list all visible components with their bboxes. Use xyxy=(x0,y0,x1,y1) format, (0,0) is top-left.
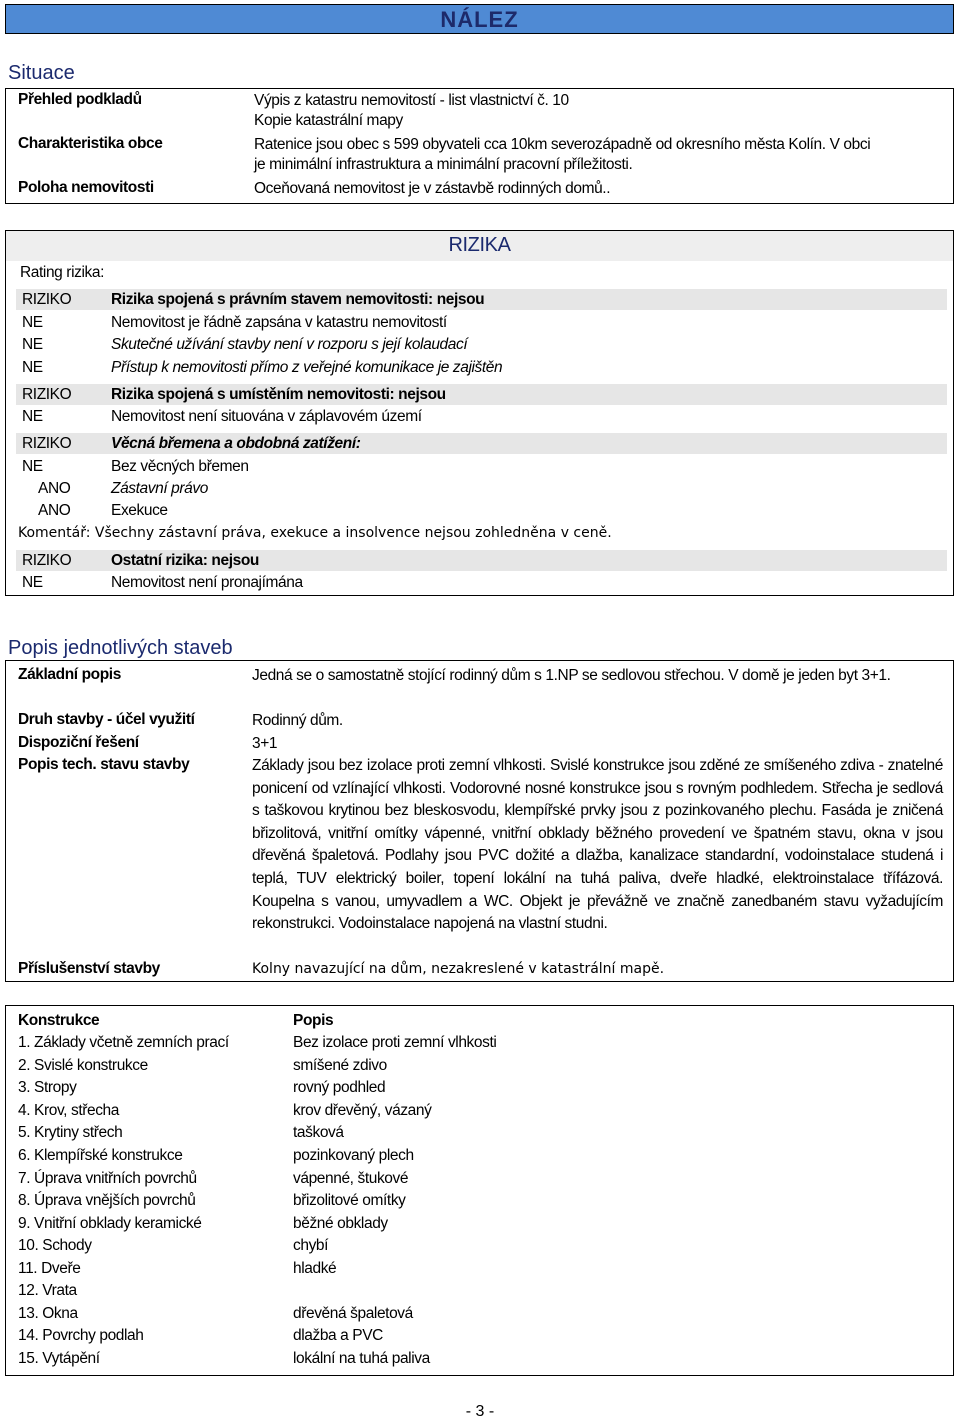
page-number: - 3 - xyxy=(465,1403,495,1420)
konstrukce-desc: chybí xyxy=(293,1237,329,1254)
popis-label: Příslušenství stavby xyxy=(18,960,160,977)
risk-code: RIZIKO xyxy=(22,435,72,452)
risk-line xyxy=(16,500,947,521)
risk-text: Ostatní rizika: nejsou xyxy=(111,552,259,569)
risk-line xyxy=(16,572,947,593)
popis-box xyxy=(5,660,954,982)
risk-line xyxy=(16,357,947,378)
konstrukce-name: 1. Základy včetně zemních prací xyxy=(18,1034,229,1051)
risk-text: Exekuce xyxy=(111,502,168,519)
rizika-title-band xyxy=(6,231,953,261)
konstrukce-desc: krov dřevěný, vázaný xyxy=(293,1102,432,1119)
konstrukce-desc: pozinkovaný plech xyxy=(293,1147,414,1164)
rating-label xyxy=(16,262,947,283)
situace-row xyxy=(18,179,945,201)
situace-line: Ratenice jsou obec s 599 obyvateli cca 10km severozápadně od okresního města Kolín. V obci xyxy=(254,136,871,153)
risk-line xyxy=(16,334,947,355)
risk-text: Skutečné užívání stavby není v rozporu s její kolaudací xyxy=(111,336,468,353)
popis-value: Jedná se o samostatně stojící rodinný dům s 1.NP se sedlovou střechou. V domě je jeden byt 3+1. xyxy=(252,667,891,684)
risk-code: NE xyxy=(22,574,43,591)
popis-label: Základní popis xyxy=(18,666,121,683)
risk-text: Rizika spojená s umístěním nemovitosti: nejsou xyxy=(111,386,446,403)
konstrukce-desc: rovný podhled xyxy=(293,1079,386,1096)
situace-title: Situace xyxy=(8,62,75,84)
risk-code: RIZIKO xyxy=(22,291,72,308)
konstrukce-name: 11. Dveře xyxy=(18,1260,81,1277)
popis-value: 3+1 xyxy=(252,735,278,752)
konstrukce-name: 10. Schody xyxy=(18,1237,92,1254)
risk-line xyxy=(16,312,947,333)
konstrukce-name: 3. Stropy xyxy=(18,1079,77,1096)
popis-label: Popis tech. stavu stavby xyxy=(18,756,190,773)
konstrukce-desc: lokální na tuhá paliva xyxy=(293,1350,430,1367)
risk-line xyxy=(16,406,947,427)
situace-box xyxy=(5,88,954,204)
popis-value: Kolny navazující na dům, nezakreslené v katastrální mapě. xyxy=(252,961,665,977)
risk-text: Přístup k nemovitosti přímo z veřejné komunikace je zajištěn xyxy=(111,359,503,376)
konstrukce-header: Konstrukce xyxy=(18,1012,100,1029)
konstrukce-desc: tašková xyxy=(293,1124,344,1141)
konstrukce-desc: hladké xyxy=(293,1260,337,1277)
konstrukce-name: 14. Povrchy podlah xyxy=(18,1327,144,1344)
konstrukce-name: 6. Klempířské konstrukce xyxy=(18,1147,183,1164)
header-bar xyxy=(5,4,954,34)
risk-text: Nemovitost není situována v záplavovém území xyxy=(111,408,422,425)
risk-text: Nemovitost je řádně zapsána v katastru nemovitostí xyxy=(111,314,447,331)
konstrukce-name: 2. Svislé konstrukce xyxy=(18,1057,148,1074)
risk-line xyxy=(16,384,947,405)
konstrukce-desc: vápenné, štukové xyxy=(293,1170,409,1187)
situace-value xyxy=(254,91,945,131)
konstrukce-desc: smíšené zdivo xyxy=(293,1057,387,1074)
risk-code: RIZIKO xyxy=(22,552,72,569)
risk-code: NE xyxy=(22,408,43,425)
risk-comment-line xyxy=(16,523,947,544)
situace-row xyxy=(18,91,945,135)
situace-value xyxy=(254,179,945,199)
risk-text: Bez věcných břemen xyxy=(111,458,249,475)
risk-line xyxy=(16,433,947,454)
risk-text: Rizika spojená s právním stavem nemovitosti: nejsou xyxy=(111,291,485,308)
situace-value xyxy=(254,135,945,175)
page-title: NÁLEZ xyxy=(440,7,519,32)
situace-label: Přehled podkladů xyxy=(18,91,142,108)
situace-line: Oceňovaná nemovitost je v zástavbě rodinných domů.. xyxy=(254,180,611,197)
risk-code: ANO xyxy=(38,480,71,497)
popis-value: Základy jsou bez izolace proti zemní vlhkosti. Svislé konstrukce jsou zděné ze smíšeného zdiva - znatelné ponicení od vzlínající vlhkosti. Vodorovné nosné konstrukce jsou s rovným podhledem. Střecha je sedlová s taškovou krytinou bez bleskosvodu, klempířské prvky jsou z pozinkovaného plechu. Fasáda je zničená břizolitová, vnitřní omítky vápenné, vnitřní obklady běžného provedení ve špatném stavu, okna v jsou dřevěná špaletová. Podlahy jsou PVC dožité a dlažba, kanalizace standardní, vodoinstalace studená i teplá, TUV elektrický boiler, topení lokální na tuhá paliva, dveře hladké, elektroinstalace třífázová. Koupelna s vanou, umyvadlem a WC. Objekt je převážně ve značně zanedbaném stavu vyžadujícím rekonstrukci. Vodoinstalace napojená na vlastní studni. xyxy=(252,757,943,933)
konstrukce-name: 5. Krytiny střech xyxy=(18,1124,123,1141)
rating-text: Rating rizika: xyxy=(20,264,104,281)
situace-label: Poloha nemovitosti xyxy=(18,179,154,196)
risk-code: ANO xyxy=(38,502,71,519)
risk-comment: Komentář: Všechny zástavní práva, exekuce a insolvence nejsou zohledněna v ceně. xyxy=(18,525,612,541)
popis-label: Dispoziční řešení xyxy=(18,734,139,751)
popis-title: Popis jednotlivých staveb xyxy=(8,637,233,659)
popis-label: Druh stavby - účel využití xyxy=(18,711,195,728)
konstrukce-name: 7. Úprava vnitřních povrchů xyxy=(18,1170,197,1187)
situace-label: Charakteristika obce xyxy=(18,135,163,152)
konstrukce-box xyxy=(5,1005,954,1376)
konstrukce-name: 13. Okna xyxy=(18,1305,78,1322)
risk-line xyxy=(16,478,947,499)
situace-line: je minimální infrastruktura a minimální pracovní příležitosti. xyxy=(254,156,633,173)
konstrukce-name: 15. Vytápění xyxy=(18,1350,100,1367)
risk-code: NE xyxy=(22,314,43,331)
risk-text: Věcná břemena a obdobná zatížení: xyxy=(111,435,361,452)
situace-row xyxy=(18,135,945,179)
popis-value: Rodinný dům. xyxy=(252,712,343,729)
risk-line xyxy=(16,456,947,477)
rizika-box xyxy=(5,230,954,596)
risk-code: NE xyxy=(22,336,43,353)
konstrukce-desc: břizolitové omítky xyxy=(293,1192,406,1209)
risk-text: Nemovitost není pronajímána xyxy=(111,574,303,591)
konstrukce-name: 12. Vrata xyxy=(18,1282,77,1299)
situace-line: Výpis z katastru nemovitostí - list vlastnictví č. 10 xyxy=(254,92,569,109)
situace-line: Kopie katastrální mapy xyxy=(254,112,403,129)
risk-line xyxy=(16,289,947,310)
konstrukce-name: 4. Krov, střecha xyxy=(18,1102,119,1119)
rizika-title: RIZIKA xyxy=(448,234,511,256)
risk-code: NE xyxy=(22,359,43,376)
konstrukce-name: 9. Vnitřní obklady keramické xyxy=(18,1215,202,1232)
konstrukce-name: 8. Úprava vnějších povrchů xyxy=(18,1192,196,1209)
konstrukce-desc: běžné obklady xyxy=(293,1215,388,1232)
risk-code: NE xyxy=(22,458,43,475)
risk-text: Zástavní právo xyxy=(111,480,208,497)
konstrukce-desc: Bez izolace proti zemní vlhkosti xyxy=(293,1034,497,1051)
risk-code: RIZIKO xyxy=(22,386,72,403)
konstrukce-desc: dřevěná špaletová xyxy=(293,1305,413,1322)
konstrukce-desc: dlažba a PVC xyxy=(293,1327,383,1344)
popis-header: Popis xyxy=(293,1012,334,1029)
risk-line xyxy=(16,550,947,571)
